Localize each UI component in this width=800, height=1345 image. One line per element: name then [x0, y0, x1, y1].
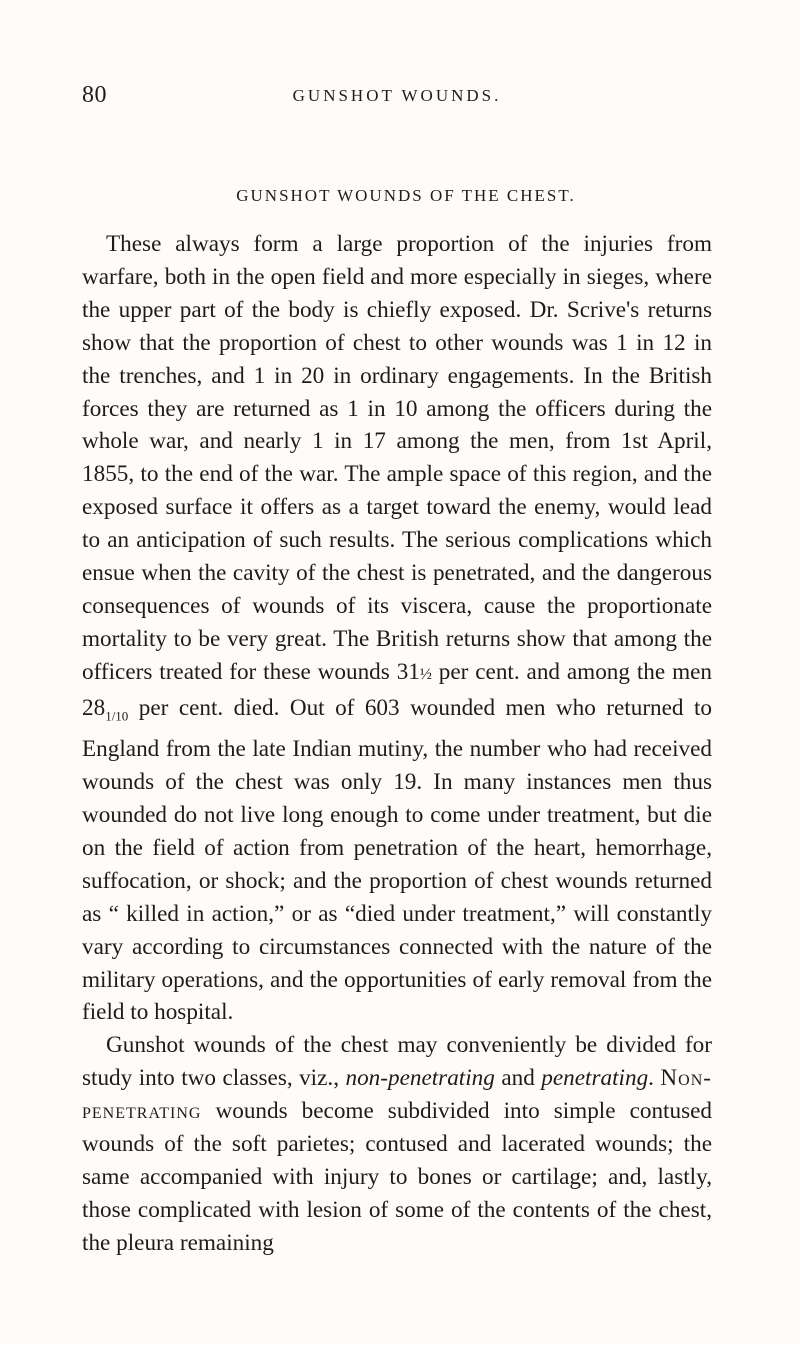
paragraph-classification [82, 1029, 712, 1259]
running-head [82, 0, 712, 112]
term-non-penetrating-heading: Non-penetrating [82, 1065, 712, 1125]
paragraph-intro [82, 228, 712, 1029]
sentence-stop: . [648, 1065, 661, 1092]
running-title: GUNSHOT WOUNDS. [292, 86, 502, 105]
term-non-penetrating: non-penetrating [345, 1065, 495, 1092]
section-heading: GUNSHOT WOUNDS OF THE CHEST. [236, 186, 576, 205]
page-number: 80 [82, 82, 107, 108]
paragraph-intro-text: These always form a large proportion of the injuries from warfare, both in the open field and more especially in sieges, where the upper part of the body is chiefly exposed. Dr. Scrive's returns show that the proportion of chest to other wounds was 1 in 12 in the trenches, and 1 in 20 in ordinary engagements. In the British forces they are returned as 1 in 10 among the officers during the whole war, and nearly 1 in 17 among the men, from 1st April, 1855, to the end of the war. The ample space of this region, and the exposed surface it offers as a target toward the enemy, would lead to an anticipation of such results. The serious complications which ensue when the cavity of the chest is penetrated, and the dangerous consequences of wounds of its viscera, cause the proportionate mortality to be very great. The British returns show that among the officers treated for these wounds [82, 231, 712, 685]
term-penetrating: penetrating [541, 1065, 649, 1092]
conjunction: and [494, 1065, 542, 1092]
stat-men: per cent. and among the men 28 [82, 658, 712, 721]
classification-details: wounds become subdivided into simple contused wounds of the soft parietes; contused and lacerated wounds; the same accompanied with injury to bones or cartilage; and, lastly, those complicated with lesion of some of the contents of the chest, the pleura remaining [82, 1098, 712, 1256]
paragraph-intro-continued: per cent. died. Out of 603 wounded men who returned to England from the late Indian mutiny, the number who had received wounds of the chest was only 19. In many instances men thus wounded do not live long enough to come under treatment, but die on the field of action from penetration of the heart, hemorrhage, suffocation, or shock; and the proportion of chest wounds returned as “ killed in action,” or as “died under treatment,” will constantly vary according to circumstances connected with the nature of the military operations, and the opportunities of early removal from the field to hospital. [82, 694, 712, 1026]
stat-officers: 31 [396, 658, 420, 685]
classification-intro: Gunshot wounds of the chest may conveniently be divided for study into two classes, viz., [82, 1032, 712, 1092]
fraction-tenth: 1/10 [105, 708, 129, 724]
fraction-half: ½ [419, 665, 432, 683]
